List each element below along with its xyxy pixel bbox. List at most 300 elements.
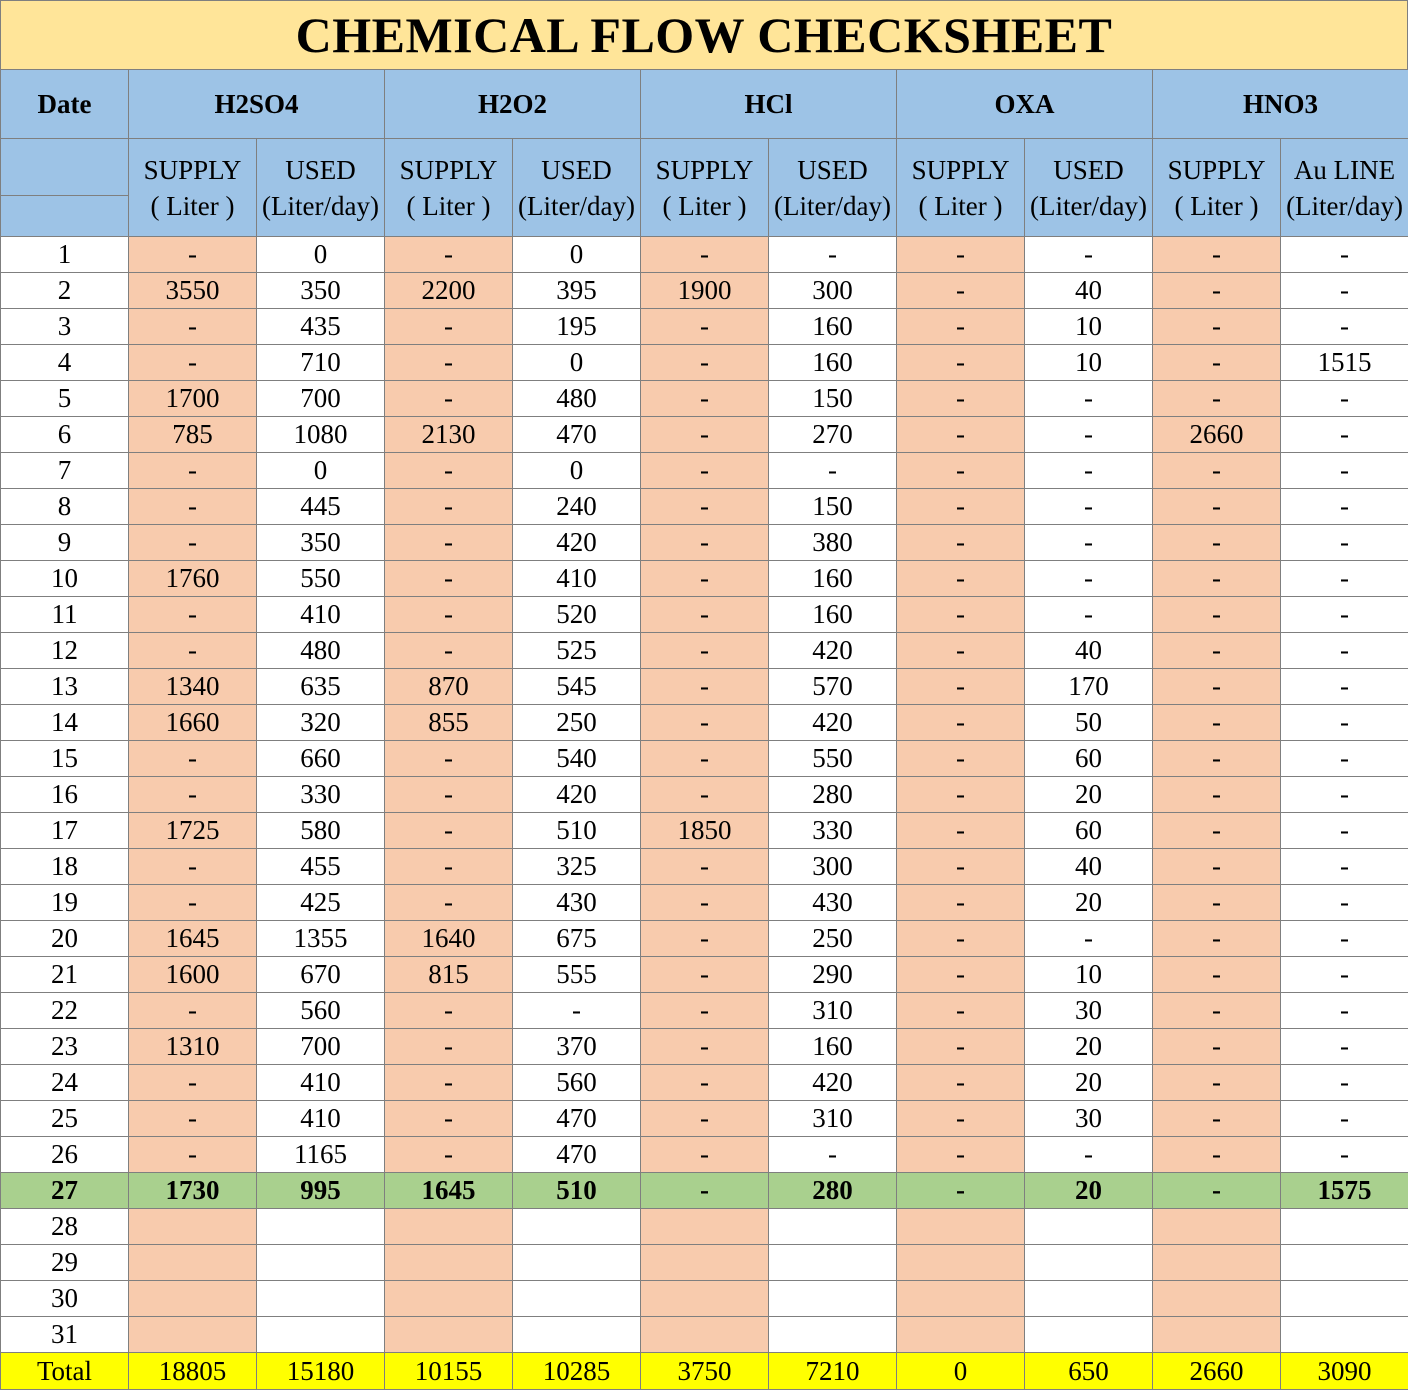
- table-cell[interactable]: [513, 1245, 641, 1281]
- table-cell[interactable]: 300: [769, 849, 897, 885]
- table-cell[interactable]: 380: [769, 525, 897, 561]
- table-cell[interactable]: 30: [1025, 993, 1153, 1029]
- table-cell[interactable]: -: [897, 705, 1025, 741]
- table-cell[interactable]: 310: [769, 993, 897, 1029]
- table-cell[interactable]: -: [1281, 489, 1408, 525]
- table-cell[interactable]: 420: [513, 777, 641, 813]
- table-cell[interactable]: 10: [1025, 309, 1153, 345]
- date-cell[interactable]: 11: [1, 597, 129, 633]
- table-cell[interactable]: 425: [257, 885, 385, 921]
- table-cell[interactable]: -: [1281, 741, 1408, 777]
- table-cell[interactable]: -: [129, 489, 257, 525]
- table-cell[interactable]: 290: [769, 957, 897, 993]
- table-cell[interactable]: 420: [769, 1065, 897, 1101]
- table-cell[interactable]: [1025, 1281, 1153, 1317]
- table-cell[interactable]: 420: [769, 633, 897, 669]
- table-cell[interactable]: 1080: [257, 417, 385, 453]
- table-cell[interactable]: -: [385, 345, 513, 381]
- table-cell[interactable]: -: [129, 597, 257, 633]
- table-cell[interactable]: 1515: [1281, 345, 1408, 381]
- table-cell[interactable]: [257, 1281, 385, 1317]
- table-cell[interactable]: -: [1281, 237, 1408, 273]
- table-cell[interactable]: -: [129, 777, 257, 813]
- table-cell[interactable]: -: [385, 741, 513, 777]
- table-cell[interactable]: -: [641, 489, 769, 525]
- table-cell[interactable]: -: [385, 1101, 513, 1137]
- table-cell[interactable]: -: [897, 381, 1025, 417]
- total-cell[interactable]: 10155: [385, 1353, 513, 1390]
- table-cell[interactable]: 700: [257, 1029, 385, 1065]
- date-cell[interactable]: 9: [1, 525, 129, 561]
- table-cell[interactable]: 1165: [257, 1137, 385, 1173]
- table-cell[interactable]: -: [1281, 309, 1408, 345]
- table-cell[interactable]: 1310: [129, 1029, 257, 1065]
- table-cell[interactable]: -: [1153, 1065, 1281, 1101]
- table-cell[interactable]: 1660: [129, 705, 257, 741]
- date-cell[interactable]: 13: [1, 669, 129, 705]
- table-cell[interactable]: -: [897, 633, 1025, 669]
- table-cell[interactable]: 540: [513, 741, 641, 777]
- table-cell[interactable]: 510: [513, 813, 641, 849]
- subheader-4[interactable]: [641, 139, 769, 237]
- table-cell[interactable]: -: [1281, 525, 1408, 561]
- table-cell[interactable]: -: [641, 849, 769, 885]
- table-cell[interactable]: 0: [513, 345, 641, 381]
- date-cell[interactable]: 5: [1, 381, 129, 417]
- table-cell[interactable]: 455: [257, 849, 385, 885]
- date-cell[interactable]: 2: [1, 273, 129, 309]
- table-cell[interactable]: -: [897, 957, 1025, 993]
- table-cell[interactable]: -: [641, 381, 769, 417]
- subheader-3[interactable]: [513, 139, 641, 237]
- group-header-h2o2[interactable]: H2O2: [385, 70, 641, 139]
- table-cell[interactable]: -: [1153, 993, 1281, 1029]
- table-cell[interactable]: 550: [769, 741, 897, 777]
- table-cell[interactable]: 635: [257, 669, 385, 705]
- table-cell[interactable]: 195: [513, 309, 641, 345]
- table-cell[interactable]: 160: [769, 1029, 897, 1065]
- table-cell[interactable]: 10: [1025, 345, 1153, 381]
- table-cell[interactable]: -: [1281, 777, 1408, 813]
- date-cell[interactable]: 10: [1, 561, 129, 597]
- table-cell[interactable]: 660: [257, 741, 385, 777]
- table-cell[interactable]: -: [1025, 453, 1153, 489]
- date-cell[interactable]: 17: [1, 813, 129, 849]
- table-cell[interactable]: -: [897, 849, 1025, 885]
- date-cell[interactable]: 15: [1, 741, 129, 777]
- table-cell[interactable]: 150: [769, 381, 897, 417]
- table-cell[interactable]: 420: [513, 525, 641, 561]
- table-cell[interactable]: 480: [513, 381, 641, 417]
- date-cell[interactable]: 20: [1, 921, 129, 957]
- table-cell[interactable]: 480: [257, 633, 385, 669]
- subheader-5[interactable]: [769, 139, 897, 237]
- table-cell[interactable]: -: [1281, 1029, 1408, 1065]
- table-cell[interactable]: -: [897, 417, 1025, 453]
- table-cell[interactable]: [257, 1245, 385, 1281]
- table-cell[interactable]: -: [1281, 1065, 1408, 1101]
- table-cell[interactable]: 785: [129, 417, 257, 453]
- table-cell[interactable]: 410: [257, 1065, 385, 1101]
- date-cell[interactable]: 21: [1, 957, 129, 993]
- table-cell[interactable]: 280: [769, 1173, 897, 1209]
- table-cell[interactable]: -: [1153, 669, 1281, 705]
- table-cell[interactable]: -: [1281, 813, 1408, 849]
- table-cell[interactable]: 350: [257, 525, 385, 561]
- table-cell[interactable]: [1281, 1209, 1408, 1245]
- table-cell[interactable]: -: [1025, 381, 1153, 417]
- table-cell[interactable]: [897, 1209, 1025, 1245]
- table-cell[interactable]: -: [897, 1065, 1025, 1101]
- table-cell[interactable]: -: [1025, 489, 1153, 525]
- table-cell[interactable]: -: [897, 885, 1025, 921]
- table-cell[interactable]: -: [897, 1173, 1025, 1209]
- table-cell[interactable]: -: [1281, 1101, 1408, 1137]
- table-cell[interactable]: -: [385, 309, 513, 345]
- table-cell[interactable]: -: [1153, 1137, 1281, 1173]
- date-cell[interactable]: 28: [1, 1209, 129, 1245]
- table-cell[interactable]: 160: [769, 309, 897, 345]
- table-cell[interactable]: -: [1153, 273, 1281, 309]
- table-cell[interactable]: 700: [257, 381, 385, 417]
- table-cell[interactable]: [257, 1209, 385, 1245]
- table-cell[interactable]: -: [1025, 561, 1153, 597]
- table-cell[interactable]: -: [641, 561, 769, 597]
- table-cell[interactable]: 160: [769, 597, 897, 633]
- table-cell[interactable]: 430: [769, 885, 897, 921]
- table-cell[interactable]: -: [1153, 1173, 1281, 1209]
- table-cell[interactable]: 1355: [257, 921, 385, 957]
- table-cell[interactable]: -: [1153, 1101, 1281, 1137]
- table-cell[interactable]: -: [129, 237, 257, 273]
- subheader-2[interactable]: [385, 139, 513, 237]
- table-cell[interactable]: [1153, 1245, 1281, 1281]
- table-cell[interactable]: 550: [257, 561, 385, 597]
- table-cell[interactable]: -: [129, 309, 257, 345]
- table-cell[interactable]: -: [1281, 273, 1408, 309]
- table-cell[interactable]: -: [897, 489, 1025, 525]
- table-cell[interactable]: 435: [257, 309, 385, 345]
- table-cell[interactable]: -: [129, 849, 257, 885]
- table-cell[interactable]: -: [1153, 597, 1281, 633]
- table-cell[interactable]: 0: [257, 237, 385, 273]
- date-cell[interactable]: 6: [1, 417, 129, 453]
- table-cell[interactable]: 280: [769, 777, 897, 813]
- table-cell[interactable]: [641, 1209, 769, 1245]
- date-cell[interactable]: 3: [1, 309, 129, 345]
- table-cell[interactable]: -: [1153, 345, 1281, 381]
- table-cell[interactable]: -: [641, 885, 769, 921]
- table-cell[interactable]: 470: [513, 1101, 641, 1137]
- date-cell[interactable]: 1: [1, 237, 129, 273]
- table-cell[interactable]: -: [641, 345, 769, 381]
- table-cell[interactable]: -: [641, 1101, 769, 1137]
- table-cell[interactable]: -: [641, 705, 769, 741]
- table-cell[interactable]: 40: [1025, 849, 1153, 885]
- table-cell[interactable]: -: [769, 1137, 897, 1173]
- table-cell[interactable]: 675: [513, 921, 641, 957]
- group-header-h2so4[interactable]: H2SO4: [129, 70, 385, 139]
- date-cell[interactable]: 24: [1, 1065, 129, 1101]
- table-cell[interactable]: -: [385, 453, 513, 489]
- table-cell[interactable]: 20: [1025, 885, 1153, 921]
- table-cell[interactable]: -: [1153, 453, 1281, 489]
- table-cell[interactable]: -: [1281, 705, 1408, 741]
- table-cell[interactable]: [513, 1317, 641, 1353]
- table-cell[interactable]: 410: [513, 561, 641, 597]
- table-cell[interactable]: -: [1281, 669, 1408, 705]
- table-cell[interactable]: [129, 1281, 257, 1317]
- table-cell[interactable]: 160: [769, 561, 897, 597]
- table-cell[interactable]: 300: [769, 273, 897, 309]
- date-cell[interactable]: 27: [1, 1173, 129, 1209]
- total-label[interactable]: Total: [1, 1353, 129, 1390]
- total-cell[interactable]: 7210: [769, 1353, 897, 1390]
- table-cell[interactable]: -: [641, 669, 769, 705]
- table-cell[interactable]: -: [129, 1101, 257, 1137]
- group-header-hcl[interactable]: HCl: [641, 70, 897, 139]
- table-cell[interactable]: -: [1281, 417, 1408, 453]
- table-cell[interactable]: 250: [513, 705, 641, 741]
- table-cell[interactable]: 20: [1025, 1173, 1153, 1209]
- table-cell[interactable]: 20: [1025, 777, 1153, 813]
- total-cell[interactable]: 18805: [129, 1353, 257, 1390]
- table-cell[interactable]: 240: [513, 489, 641, 525]
- table-cell[interactable]: 560: [257, 993, 385, 1029]
- table-cell[interactable]: 170: [1025, 669, 1153, 705]
- table-cell[interactable]: -: [1153, 633, 1281, 669]
- table-cell[interactable]: -: [385, 1029, 513, 1065]
- table-cell[interactable]: -: [641, 237, 769, 273]
- table-cell[interactable]: -: [1153, 741, 1281, 777]
- table-cell[interactable]: -: [513, 993, 641, 1029]
- table-cell[interactable]: -: [641, 453, 769, 489]
- table-cell[interactable]: -: [1153, 777, 1281, 813]
- date-cell[interactable]: 26: [1, 1137, 129, 1173]
- table-cell[interactable]: [641, 1317, 769, 1353]
- table-cell[interactable]: -: [1281, 849, 1408, 885]
- table-cell[interactable]: -: [1153, 489, 1281, 525]
- date-cell[interactable]: 19: [1, 885, 129, 921]
- table-cell[interactable]: [513, 1209, 641, 1245]
- table-cell[interactable]: -: [1153, 237, 1281, 273]
- date-cell[interactable]: 12: [1, 633, 129, 669]
- date-header[interactable]: Date: [1, 70, 129, 139]
- date-cell[interactable]: 7: [1, 453, 129, 489]
- table-cell[interactable]: -: [897, 1101, 1025, 1137]
- date-cell[interactable]: 22: [1, 993, 129, 1029]
- table-cell[interactable]: -: [1281, 885, 1408, 921]
- table-cell[interactable]: -: [385, 993, 513, 1029]
- table-cell[interactable]: -: [129, 345, 257, 381]
- table-cell[interactable]: -: [385, 813, 513, 849]
- table-cell[interactable]: -: [641, 597, 769, 633]
- date-cell[interactable]: 14: [1, 705, 129, 741]
- table-cell[interactable]: [1025, 1209, 1153, 1245]
- table-cell[interactable]: 60: [1025, 813, 1153, 849]
- table-cell[interactable]: [129, 1245, 257, 1281]
- table-cell[interactable]: -: [641, 525, 769, 561]
- table-cell[interactable]: [385, 1245, 513, 1281]
- table-cell[interactable]: -: [1153, 885, 1281, 921]
- date-cell[interactable]: 31: [1, 1317, 129, 1353]
- table-cell[interactable]: -: [1153, 921, 1281, 957]
- table-cell[interactable]: -: [1153, 849, 1281, 885]
- table-cell[interactable]: -: [897, 813, 1025, 849]
- table-cell[interactable]: -: [641, 1137, 769, 1173]
- table-cell[interactable]: -: [1281, 633, 1408, 669]
- table-cell[interactable]: -: [897, 345, 1025, 381]
- total-cell[interactable]: 3090: [1281, 1353, 1408, 1390]
- table-cell[interactable]: [1025, 1245, 1153, 1281]
- date-subheader-cell[interactable]: [1, 139, 129, 196]
- table-cell[interactable]: -: [1025, 237, 1153, 273]
- table-cell[interactable]: -: [385, 885, 513, 921]
- table-cell[interactable]: -: [1153, 1029, 1281, 1065]
- table-cell[interactable]: [1153, 1281, 1281, 1317]
- table-cell[interactable]: 445: [257, 489, 385, 525]
- table-cell[interactable]: -: [897, 237, 1025, 273]
- table-cell[interactable]: -: [1281, 921, 1408, 957]
- table-cell[interactable]: -: [641, 1065, 769, 1101]
- table-cell[interactable]: [769, 1209, 897, 1245]
- table-cell[interactable]: 2660: [1153, 417, 1281, 453]
- table-cell[interactable]: -: [641, 957, 769, 993]
- table-cell[interactable]: -: [641, 921, 769, 957]
- table-cell[interactable]: -: [385, 525, 513, 561]
- table-cell[interactable]: 0: [513, 453, 641, 489]
- total-cell[interactable]: 2660: [1153, 1353, 1281, 1390]
- table-cell[interactable]: -: [1025, 417, 1153, 453]
- table-cell[interactable]: 510: [513, 1173, 641, 1209]
- table-cell[interactable]: 470: [513, 417, 641, 453]
- table-cell[interactable]: [897, 1317, 1025, 1353]
- group-header-oxa[interactable]: OXA: [897, 70, 1153, 139]
- table-cell[interactable]: 3550: [129, 273, 257, 309]
- table-cell[interactable]: -: [641, 993, 769, 1029]
- table-cell[interactable]: -: [1281, 597, 1408, 633]
- table-cell[interactable]: [897, 1281, 1025, 1317]
- table-cell[interactable]: 410: [257, 597, 385, 633]
- table-cell[interactable]: 0: [257, 453, 385, 489]
- table-cell[interactable]: -: [1153, 705, 1281, 741]
- table-cell[interactable]: 370: [513, 1029, 641, 1065]
- subheader-0[interactable]: [129, 139, 257, 237]
- date-cell[interactable]: 23: [1, 1029, 129, 1065]
- table-cell[interactable]: 1645: [129, 921, 257, 957]
- date-cell[interactable]: 30: [1, 1281, 129, 1317]
- table-cell[interactable]: 410: [257, 1101, 385, 1137]
- table-cell[interactable]: -: [129, 525, 257, 561]
- table-cell[interactable]: 815: [385, 957, 513, 993]
- table-cell[interactable]: -: [1281, 381, 1408, 417]
- group-header-hno3[interactable]: HNO3: [1153, 70, 1408, 139]
- table-cell[interactable]: -: [897, 669, 1025, 705]
- table-cell[interactable]: 2130: [385, 417, 513, 453]
- table-cell[interactable]: 0: [513, 237, 641, 273]
- table-cell[interactable]: -: [1281, 561, 1408, 597]
- table-cell[interactable]: -: [897, 597, 1025, 633]
- table-cell[interactable]: [769, 1281, 897, 1317]
- table-cell[interactable]: [513, 1281, 641, 1317]
- table-cell[interactable]: 1760: [129, 561, 257, 597]
- subheader-1[interactable]: [257, 139, 385, 237]
- table-cell[interactable]: [641, 1281, 769, 1317]
- table-cell[interactable]: 420: [769, 705, 897, 741]
- table-cell[interactable]: 50: [1025, 705, 1153, 741]
- table-cell[interactable]: 525: [513, 633, 641, 669]
- table-cell[interactable]: -: [641, 1029, 769, 1065]
- table-cell[interactable]: 40: [1025, 633, 1153, 669]
- table-cell[interactable]: -: [1281, 957, 1408, 993]
- table-cell[interactable]: -: [1025, 597, 1153, 633]
- table-cell[interactable]: 1730: [129, 1173, 257, 1209]
- table-cell[interactable]: 670: [257, 957, 385, 993]
- table-cell[interactable]: -: [641, 777, 769, 813]
- table-cell[interactable]: 1645: [385, 1173, 513, 1209]
- table-cell[interactable]: -: [385, 633, 513, 669]
- table-cell[interactable]: 350: [257, 273, 385, 309]
- table-cell[interactable]: 330: [769, 813, 897, 849]
- table-cell[interactable]: 270: [769, 417, 897, 453]
- table-cell[interactable]: -: [129, 633, 257, 669]
- table-cell[interactable]: 10: [1025, 957, 1153, 993]
- table-cell[interactable]: 20: [1025, 1065, 1153, 1101]
- table-cell[interactable]: 430: [513, 885, 641, 921]
- table-cell[interactable]: [769, 1245, 897, 1281]
- table-cell[interactable]: 995: [257, 1173, 385, 1209]
- date-cell[interactable]: 16: [1, 777, 129, 813]
- table-cell[interactable]: -: [641, 417, 769, 453]
- table-cell[interactable]: -: [897, 921, 1025, 957]
- table-cell[interactable]: 1340: [129, 669, 257, 705]
- table-cell[interactable]: [385, 1317, 513, 1353]
- table-cell[interactable]: -: [385, 1137, 513, 1173]
- table-cell[interactable]: [1281, 1317, 1408, 1353]
- table-cell[interactable]: -: [1153, 525, 1281, 561]
- table-cell[interactable]: 710: [257, 345, 385, 381]
- table-cell[interactable]: [641, 1245, 769, 1281]
- table-cell[interactable]: 60: [1025, 741, 1153, 777]
- table-cell[interactable]: 855: [385, 705, 513, 741]
- table-cell[interactable]: -: [1281, 1137, 1408, 1173]
- table-cell[interactable]: -: [385, 237, 513, 273]
- table-cell[interactable]: 40: [1025, 273, 1153, 309]
- table-cell[interactable]: [257, 1317, 385, 1353]
- table-cell[interactable]: 560: [513, 1065, 641, 1101]
- table-cell[interactable]: -: [897, 453, 1025, 489]
- total-cell[interactable]: 0: [897, 1353, 1025, 1390]
- table-cell[interactable]: -: [129, 993, 257, 1029]
- date-cell[interactable]: 8: [1, 489, 129, 525]
- table-cell[interactable]: [1153, 1317, 1281, 1353]
- table-cell[interactable]: 870: [385, 669, 513, 705]
- subheader-7[interactable]: [1025, 139, 1153, 237]
- table-cell[interactable]: -: [1025, 921, 1153, 957]
- table-cell[interactable]: -: [1153, 561, 1281, 597]
- table-cell[interactable]: -: [1025, 1137, 1153, 1173]
- total-cell[interactable]: 10285: [513, 1353, 641, 1390]
- table-cell[interactable]: -: [129, 741, 257, 777]
- table-cell[interactable]: -: [1153, 813, 1281, 849]
- date-subheader-cell-2[interactable]: [1, 196, 129, 237]
- table-cell[interactable]: 160: [769, 345, 897, 381]
- date-cell[interactable]: 25: [1, 1101, 129, 1137]
- table-cell[interactable]: -: [129, 453, 257, 489]
- table-cell[interactable]: [769, 1317, 897, 1353]
- table-cell[interactable]: -: [1153, 381, 1281, 417]
- table-cell[interactable]: -: [385, 597, 513, 633]
